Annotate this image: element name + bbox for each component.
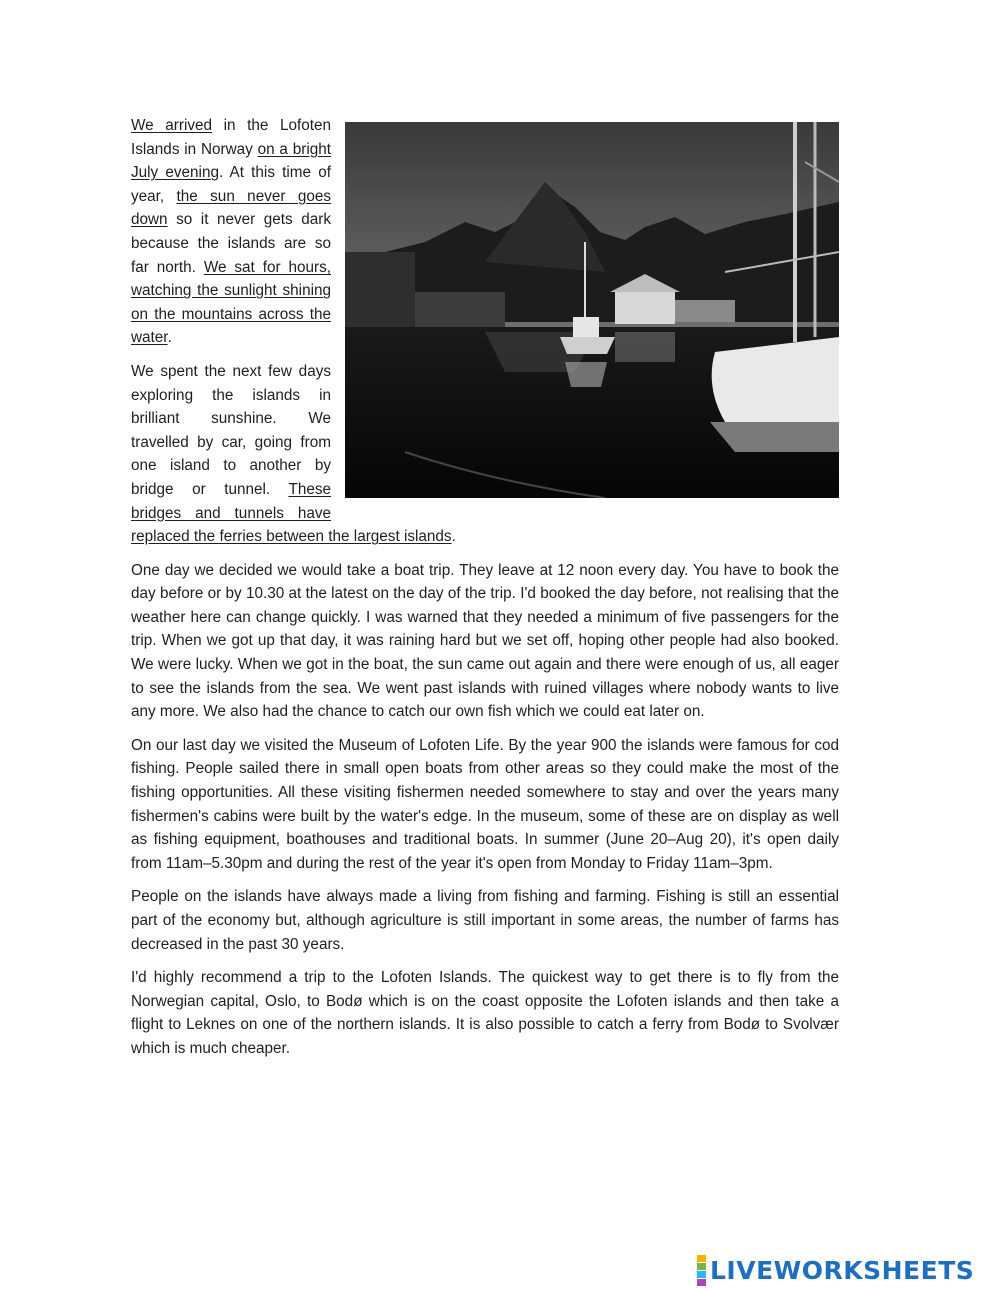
logo-blocks-icon: [697, 1255, 706, 1286]
harbour-photo-image: [345, 122, 839, 498]
liveworksheets-logo[interactable]: [697, 1255, 974, 1285]
p1-seg-1: in the Lofoten Islands in Norway: [131, 117, 331, 158]
p1-seg-6: We sat for hours, watching the sunlight shining on the mountains across the water: [131, 258, 331, 347]
logo-block: [697, 1255, 706, 1262]
p1-seg-0: We arrived: [131, 117, 213, 134]
paragraph-museum: On our last day we visited the Museum of Lofoten Life. By the year 900 the islands were famous for cod fishing. People sailed there in small open boats from other areas so they could make the most of the fishing opportunities. All these visiting fishermen needed somewhere to stay and over the years many fishermen's cabins were built by the water's edge. In the museum, some of these are on display as well as fishing equipment, boathouses and traditional boats. In summer (June 20–Aug 20), it's open daily from 11am–5.30pm and during the rest of the year it's open from Monday to Friday 11am–3pm.: [131, 736, 839, 872]
paragraph-economy: People on the islands have always made a living from fishing and farming. Fishing is still an essential part of the economy but, although agriculture is still important in some areas, the number of farms has decreased in the past 30 years.: [131, 888, 839, 953]
p1-seg-4: the sun never goes down: [131, 187, 331, 229]
logo-block: [697, 1271, 706, 1278]
p1-seg-5: so it never gets dark because the islands are so far north.: [131, 211, 331, 276]
paragraph-recommendation: I'd highly recommend a trip to the Lofoten Islands. The quickest way to get there is to fly from the Norwegian capital, Oslo, to Bodø which is on the coast opposite the Lofoten islands and then take a flight to Leknes on one of the northern islands. It is also possible to catch a ferry from Bodø to Svolvær which is much cheaper.: [131, 969, 839, 1057]
p1-seg-7: .: [167, 329, 172, 347]
article: [131, 114, 839, 1071]
logo-text: LIVEWORKSHEETS: [710, 1255, 975, 1285]
logo-block: [697, 1263, 706, 1270]
p1-seg-3: . At this time of year,: [131, 164, 331, 205]
harbour-photo: [345, 122, 839, 498]
p2-seg-2: .: [451, 528, 456, 546]
paragraph-boat-trip: One day we decided we would take a boat trip. They leave at 12 noon every day. You have to book the day before or by 10.30 at the latest on the day of the trip. I'd booked the day before, not realising that the weather here can change quickly. I was warned that they needed a minimum of five passengers for the trip. When we got up that day, it was raining hard but we set off, hoping other people had also booked. We were lucky. When we got in the boat, the sun came out again and there were enough of us, all eager to see the islands from the sea. We went past islands with ruined villages where nobody wants to live any more. We also had the chance to catch our own fish which we could eat later on.: [131, 561, 839, 721]
logo-block: [697, 1279, 706, 1286]
p1-seg-2: on a bright July evening: [131, 140, 331, 182]
p2-seg-1: These bridges and tunnels have replaced the ferries between the largest islands: [131, 480, 452, 546]
p2-seg-0: We spent the next few days exploring the islands in brilliant sunshine. We travelled by car, going from one island to another by bridge or tunnel.: [131, 362, 331, 498]
